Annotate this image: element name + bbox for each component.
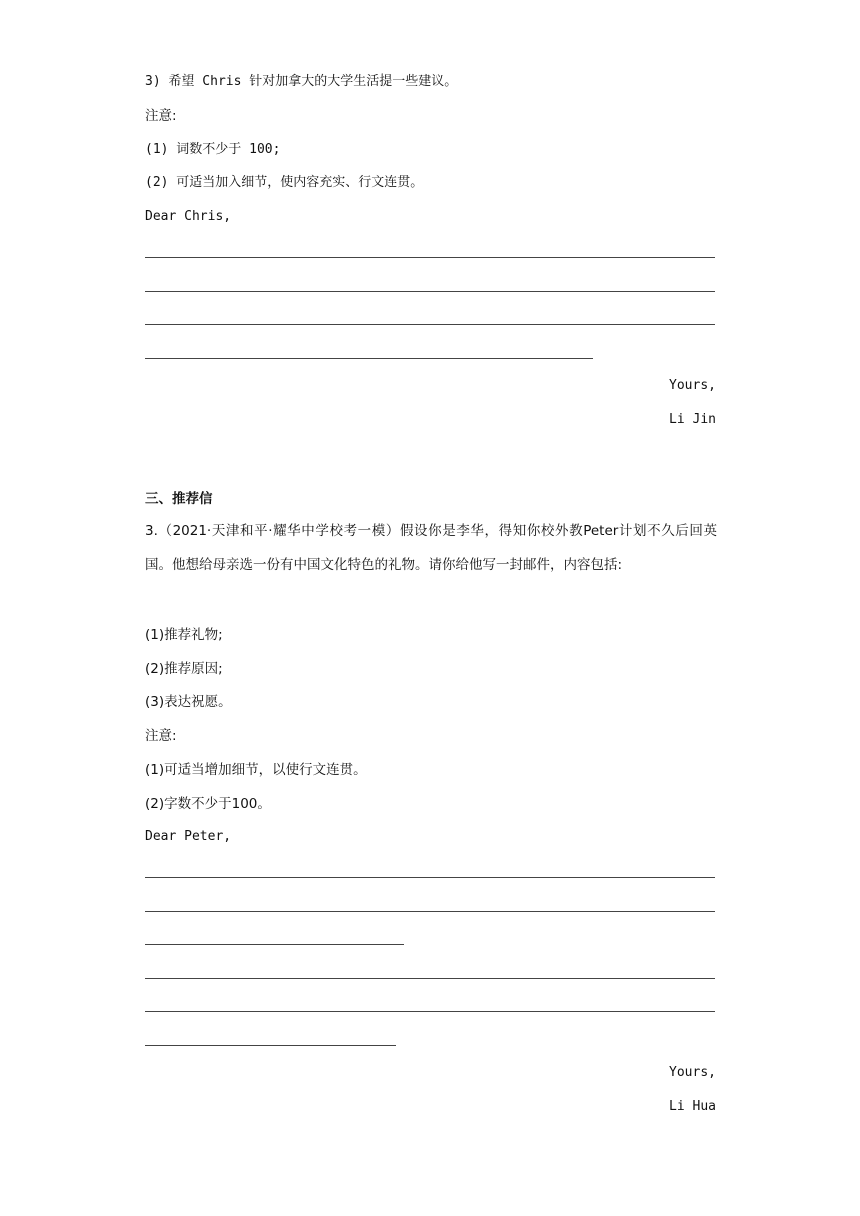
note-word-count: (1) 词数不少于 100; — [145, 142, 281, 157]
answer-line — [145, 877, 715, 878]
letter-signature: Li Jin — [669, 412, 716, 427]
letter-closing: Yours, — [669, 378, 716, 393]
answer-line — [145, 944, 404, 945]
requirement-item-3: 3) 希望 Chris 针对加拿大的大学生活提一些建议。 — [145, 74, 458, 89]
letter-greeting: Dear Chris, — [145, 209, 232, 224]
answer-line — [145, 291, 715, 292]
notes-label: 注意: — [145, 108, 177, 124]
letter-greeting: Dear Peter, — [145, 829, 232, 844]
note-word-count: (2)字数不少于100。 — [145, 796, 271, 812]
section-heading: 三、推荐信 — [145, 491, 213, 507]
notes-label: 注意: — [145, 728, 177, 744]
note-details: (1)可适当增加细节，以使行文连贯。 — [145, 762, 367, 778]
requirement-item-1: (1)推荐礼物; — [145, 627, 223, 643]
letter-signature: Li Hua — [669, 1099, 716, 1114]
answer-line — [145, 911, 715, 912]
requirement-item-2: (2)推荐原因; — [145, 661, 223, 677]
answer-line — [145, 257, 715, 258]
answer-line — [145, 358, 593, 359]
answer-line — [145, 978, 715, 979]
answer-line — [145, 1045, 396, 1046]
requirement-item-3: (3)表达祝愿。 — [145, 694, 232, 710]
answer-line — [145, 1011, 715, 1012]
letter-closing: Yours, — [669, 1065, 716, 1080]
question-prompt: 3.（2021·天津和平·耀华中学校考一模）假设你是李华，得知你校外教Peter计划不久后回英国。他想给母亲选一份有中国文化特色的礼物。请你给他写一封邮件，内容包括: — [145, 523, 717, 573]
note-details: (2) 可适当加入细节，使内容充实、行文连贯。 — [145, 175, 424, 190]
answer-line — [145, 324, 715, 325]
